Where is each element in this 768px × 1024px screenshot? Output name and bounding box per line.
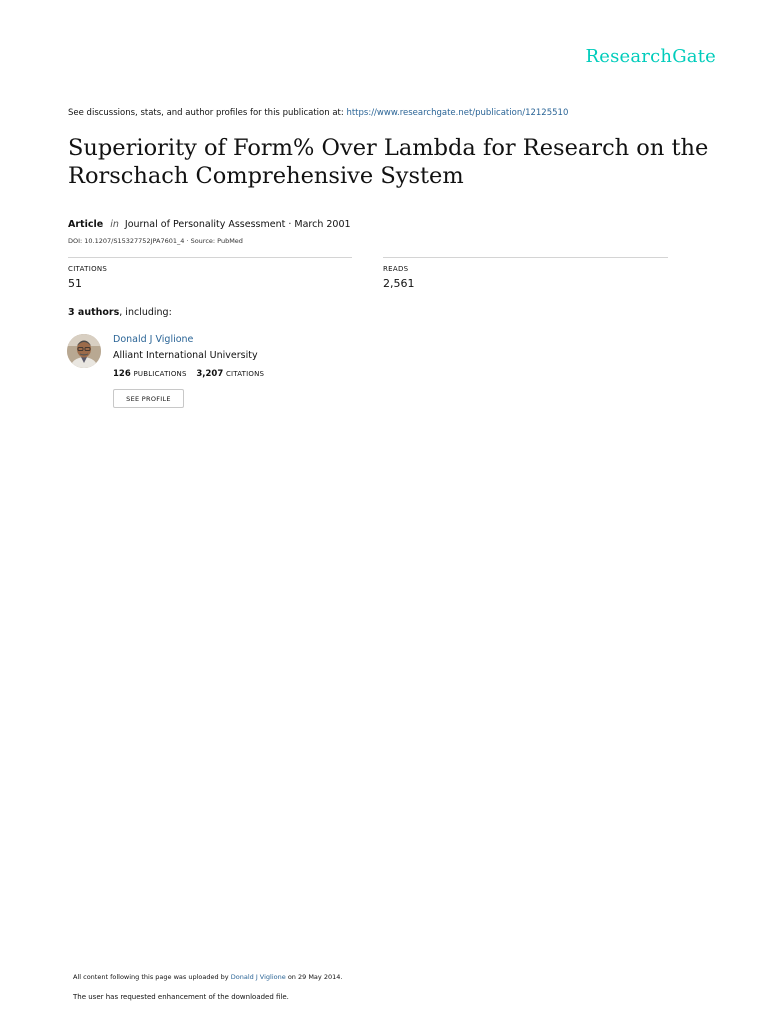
author-publications-count: 126 — [113, 369, 131, 379]
author-citations-label: CITATIONS — [225, 370, 265, 378]
reads-label: READS — [383, 265, 409, 273]
authors-summary — [68, 307, 172, 318]
author-name-link[interactable]: Donald J Viglione — [113, 334, 194, 345]
citations-value: 51 — [68, 277, 82, 290]
author-stats — [113, 369, 264, 379]
title-line-1: Superiority of Form% Over Lambda for Research on the — [68, 135, 709, 161]
uploader-link[interactable]: Donald J Viglione — [230, 973, 286, 981]
publication-title — [68, 134, 708, 190]
reads-stat — [383, 257, 668, 290]
publication-type: Article — [68, 219, 104, 230]
author-photo — [67, 334, 101, 368]
title-line-2: Rorschach Comprehensive System — [68, 163, 464, 189]
upload-suffix: on 29 May 2014. — [287, 973, 343, 981]
in-label: in — [110, 219, 119, 230]
discussions-text: See discussions, stats, and author profiles for this publication at: — [68, 108, 344, 118]
authors-including: , including: — [119, 307, 172, 318]
author-publications-label: PUBLICATIONS — [133, 370, 187, 378]
author-citations-count: 3,207 — [196, 369, 224, 379]
publication-meta — [68, 219, 351, 230]
reads-value: 2,561 — [383, 277, 415, 290]
author-avatar[interactable] — [67, 334, 101, 368]
researchgate-logo[interactable]: ResearchGate — [585, 46, 716, 67]
doi-source: DOI: 10.1207/S15327752JPA7601_4 · Source: PubMed — [68, 237, 243, 245]
citations-label: CITATIONS — [68, 265, 108, 273]
discussions-notice — [68, 108, 568, 118]
upload-note — [73, 973, 342, 981]
author-institution: Alliant International University — [113, 350, 258, 361]
journal-and-date: Journal of Personality Assessment · March 2001 — [124, 219, 351, 230]
see-profile-button[interactable]: SEE PROFILE — [113, 389, 184, 408]
authors-count: 3 authors — [68, 307, 120, 318]
citations-stat — [68, 257, 352, 290]
enhancement-note: The user has requested enhancement of the downloaded file. — [73, 993, 289, 1001]
upload-prefix: All content following this page was uploaded by — [73, 973, 229, 981]
publication-link[interactable]: https://www.researchgate.net/publication/12125510 — [346, 108, 569, 118]
